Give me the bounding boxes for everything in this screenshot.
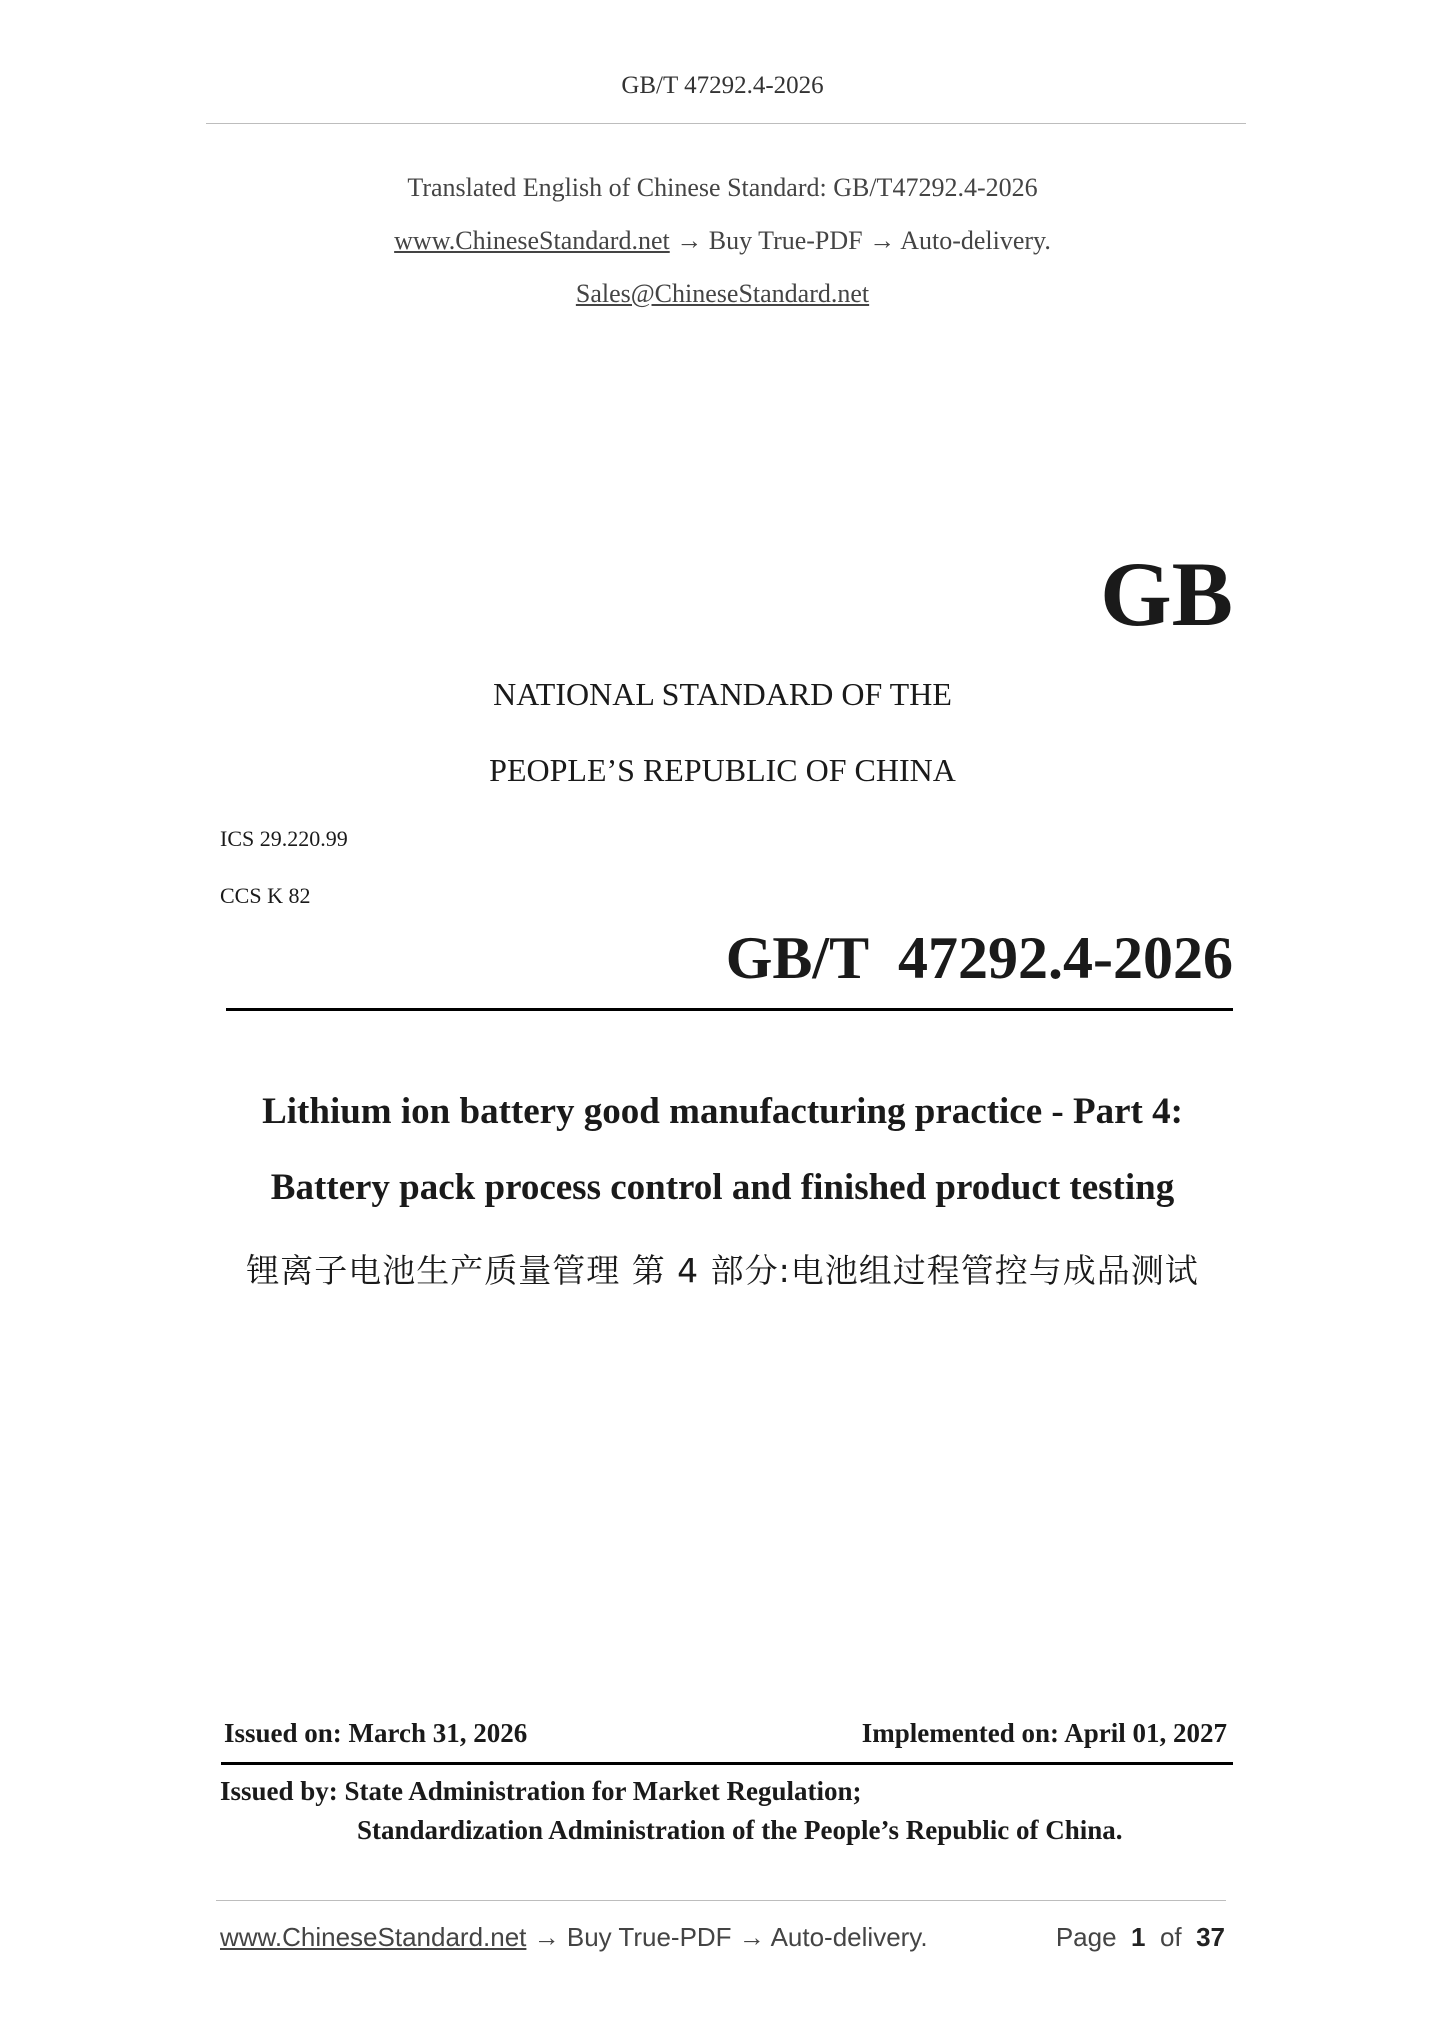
issued-by-line1: Issued by: State Administration for Market Regulation;	[220, 1776, 862, 1806]
translation-note: Translated English of Chinese Standard: GB/T47292.4-2026	[407, 173, 1038, 202]
title-cn: 锂离子电池生产质量管理 第 4 部分:电池组过程管控与成品测试	[246, 1251, 1199, 1290]
title-en-line1: Lithium ion battery good manufacturing practice - Part 4:	[262, 1091, 1183, 1132]
header-divider	[206, 123, 1246, 124]
footer-site-link[interactable]: www.ChineseStandard.net	[220, 1922, 527, 1952]
issued-on-date: Issued on: March 31, 2026	[224, 1718, 528, 1748]
page-indicator	[1056, 1922, 1225, 1953]
footer-purchase-text: → Buy True-PDF → Auto-delivery.	[526, 1922, 928, 1952]
issue-rule	[221, 1762, 1233, 1765]
title-en-line2: Battery pack process control and finished product testing	[270, 1167, 1175, 1208]
code-rule	[226, 1008, 1233, 1011]
issued-by-line2: Standardization Administration of the People’s Republic of China.	[357, 1815, 1123, 1845]
footer-divider	[216, 1900, 1226, 1901]
national-standard-line2: PEOPLE’S REPUBLIC OF CHINA	[489, 752, 956, 788]
implemented-on-date: Implemented on: April 01, 2027	[861, 1718, 1227, 1748]
page-label: Page	[1055, 1922, 1117, 1952]
footer-purchase-line	[220, 1922, 928, 1953]
national-standard-line1: NATIONAL STANDARD OF THE	[493, 676, 952, 712]
gb-mark: GB	[1100, 543, 1233, 645]
running-header: GB/T 47292.4-2026	[621, 72, 824, 99]
purchase-text: → Buy True-PDF → Auto-delivery.	[669, 226, 1051, 255]
page-number: 1	[1131, 1922, 1146, 1952]
email-link[interactable]: Sales@ChineseStandard.net	[575, 279, 870, 308]
ics-code: ICS 29.220.99	[220, 826, 348, 851]
purchase-line	[0, 226, 1445, 256]
ccs-code: CCS K 82	[220, 883, 311, 908]
site-link[interactable]: www.ChineseStandard.net	[394, 226, 670, 255]
total-pages: 37	[1196, 1922, 1225, 1952]
of-label: of	[1159, 1922, 1182, 1952]
standard-code: GB/T 47292.4-2026	[725, 925, 1233, 991]
email-line	[0, 279, 1445, 309]
